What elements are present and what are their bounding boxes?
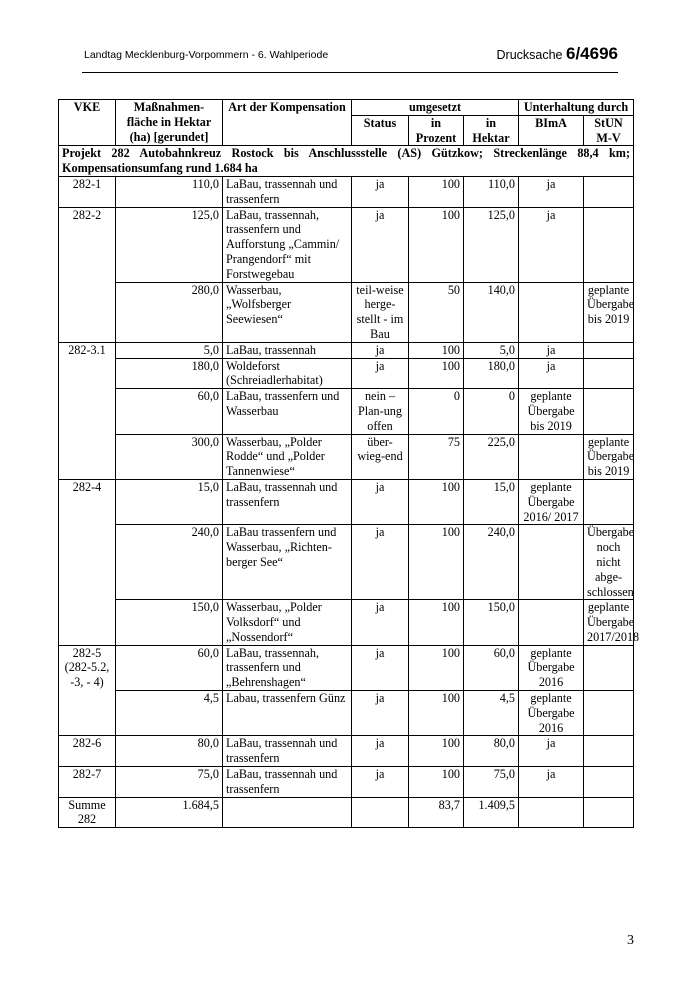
cell-type: LaBau, trassennah und trassenfern bbox=[223, 736, 352, 767]
cell-stun bbox=[584, 176, 634, 207]
cell-status: ja bbox=[352, 525, 409, 600]
cell-percent: 100 bbox=[409, 736, 464, 767]
col-header-hectare: in Hektar bbox=[464, 115, 519, 146]
table-row bbox=[59, 767, 634, 798]
cell-bima: ja bbox=[519, 767, 584, 798]
cell-stun bbox=[584, 358, 634, 389]
cell-percent: 100 bbox=[409, 342, 464, 358]
cell-area: 180,0 bbox=[116, 358, 223, 389]
page-header bbox=[82, 36, 618, 73]
col-header-type: Art der Kompensation bbox=[223, 100, 352, 146]
cell-stun bbox=[584, 767, 634, 798]
cell-status: ja bbox=[352, 176, 409, 207]
col-header-maintenance: Unterhaltung durch bbox=[519, 100, 634, 116]
project-title-row: Projekt 282 Autobahnkreuz Rostock bis Anschlussstelle (AS) Gützkow; Streckenlänge 88,4 km; Kompensationsumfang rund 1.684 ha bbox=[59, 146, 634, 177]
table-row bbox=[59, 434, 634, 479]
table-row bbox=[59, 207, 634, 282]
cell-status: ja bbox=[352, 600, 409, 645]
cell-area: 150,0 bbox=[116, 600, 223, 645]
cell-type: LaBau, trassenfern und Wasserbau bbox=[223, 389, 352, 434]
cell-hectare: 80,0 bbox=[464, 736, 519, 767]
cell-sum-percent: 83,7 bbox=[409, 797, 464, 828]
cell-area: 15,0 bbox=[116, 479, 223, 524]
cell-status: ja bbox=[352, 691, 409, 736]
cell-area: 110,0 bbox=[116, 176, 223, 207]
cell-status: ja bbox=[352, 342, 409, 358]
cell-stun bbox=[584, 736, 634, 767]
cell-empty bbox=[223, 797, 352, 828]
cell-status: ja bbox=[352, 767, 409, 798]
cell-stun bbox=[584, 342, 634, 358]
cell-sum-label: Summe 282 bbox=[59, 797, 116, 828]
header-doc-number: 6/4696 bbox=[566, 44, 618, 63]
cell-hectare: 150,0 bbox=[464, 600, 519, 645]
cell-percent: 100 bbox=[409, 176, 464, 207]
cell-percent: 100 bbox=[409, 525, 464, 600]
cell-bima bbox=[519, 434, 584, 479]
cell-stun: geplante Übergabe 2017/2018 bbox=[584, 600, 634, 645]
cell-bima bbox=[519, 525, 584, 600]
cell-bima: geplante Übergabe 2016/ 2017 bbox=[519, 479, 584, 524]
cell-vke: 282-3.1 bbox=[59, 342, 116, 479]
cell-percent: 50 bbox=[409, 282, 464, 342]
table-row bbox=[59, 645, 634, 690]
cell-status: ja bbox=[352, 645, 409, 690]
cell-percent: 0 bbox=[409, 389, 464, 434]
table-row bbox=[59, 342, 634, 358]
cell-stun: geplante Übergabe bis 2019 bbox=[584, 434, 634, 479]
cell-vke: 282-4 bbox=[59, 479, 116, 645]
cell-status: ja bbox=[352, 479, 409, 524]
cell-empty bbox=[519, 797, 584, 828]
cell-status: über-wieg-end bbox=[352, 434, 409, 479]
cell-type: Woldeforst (Schreiadlerhabitat) bbox=[223, 358, 352, 389]
cell-status: teil-weise herge-stellt - im Bau bbox=[352, 282, 409, 342]
cell-percent: 100 bbox=[409, 358, 464, 389]
cell-bima: geplante Übergabe bis 2019 bbox=[519, 389, 584, 434]
cell-area: 60,0 bbox=[116, 389, 223, 434]
cell-hectare: 140,0 bbox=[464, 282, 519, 342]
cell-stun: Übergabe noch nicht abge-schlossen bbox=[584, 525, 634, 600]
table-row bbox=[59, 691, 634, 736]
cell-bima: ja bbox=[519, 207, 584, 282]
cell-hectare: 240,0 bbox=[464, 525, 519, 600]
cell-hectare: 225,0 bbox=[464, 434, 519, 479]
sum-row bbox=[59, 797, 634, 828]
table-row bbox=[59, 600, 634, 645]
cell-percent: 75 bbox=[409, 434, 464, 479]
cell-type: LaBau, trassennah bbox=[223, 342, 352, 358]
page-number: 3 bbox=[627, 933, 634, 948]
col-header-vke: VKE bbox=[59, 100, 116, 146]
col-header-implemented: umgesetzt bbox=[352, 100, 519, 116]
table-row bbox=[59, 479, 634, 524]
cell-type: Wasserbau, „Wolfsberger Seewiesen“ bbox=[223, 282, 352, 342]
cell-type: LaBau, trassennah und trassenfern bbox=[223, 176, 352, 207]
cell-stun bbox=[584, 207, 634, 282]
table-row bbox=[59, 282, 634, 342]
cell-percent: 100 bbox=[409, 479, 464, 524]
col-header-stun: StUN M-V bbox=[584, 115, 634, 146]
cell-area: 4,5 bbox=[116, 691, 223, 736]
cell-type: LaBau, trassennah und trassenfern bbox=[223, 767, 352, 798]
cell-bima: ja bbox=[519, 176, 584, 207]
cell-bima: geplante Übergabe 2016 bbox=[519, 645, 584, 690]
cell-stun bbox=[584, 389, 634, 434]
cell-bima bbox=[519, 600, 584, 645]
cell-percent: 100 bbox=[409, 600, 464, 645]
cell-status: ja bbox=[352, 358, 409, 389]
cell-bima: ja bbox=[519, 342, 584, 358]
cell-vke: 282-7 bbox=[59, 767, 116, 798]
cell-sum-area: 1.684,5 bbox=[116, 797, 223, 828]
cell-empty bbox=[584, 797, 634, 828]
cell-area: 5,0 bbox=[116, 342, 223, 358]
cell-percent: 100 bbox=[409, 767, 464, 798]
cell-sum-hectare: 1.409,5 bbox=[464, 797, 519, 828]
cell-stun: geplante Übergabe bis 2019 bbox=[584, 282, 634, 342]
cell-hectare: 125,0 bbox=[464, 207, 519, 282]
cell-type: LaBau trassenfern und Wasserbau, „Richten-berger See“ bbox=[223, 525, 352, 600]
cell-bima: geplante Übergabe 2016 bbox=[519, 691, 584, 736]
cell-stun bbox=[584, 645, 634, 690]
cell-bima bbox=[519, 282, 584, 342]
cell-type: Labau, trassenfern Günz bbox=[223, 691, 352, 736]
cell-area: 300,0 bbox=[116, 434, 223, 479]
cell-percent: 100 bbox=[409, 645, 464, 690]
cell-percent: 100 bbox=[409, 207, 464, 282]
col-header-percent: in Prozent bbox=[409, 115, 464, 146]
cell-hectare: 5,0 bbox=[464, 342, 519, 358]
cell-empty bbox=[352, 797, 409, 828]
cell-percent: 100 bbox=[409, 691, 464, 736]
cell-type: LaBau, trassennah und trassenfern bbox=[223, 479, 352, 524]
cell-status: ja bbox=[352, 207, 409, 282]
cell-vke: 282-2 bbox=[59, 207, 116, 342]
cell-hectare: 0 bbox=[464, 389, 519, 434]
cell-hectare: 15,0 bbox=[464, 479, 519, 524]
cell-area: 80,0 bbox=[116, 736, 223, 767]
cell-area: 75,0 bbox=[116, 767, 223, 798]
col-header-bima: BImA bbox=[519, 115, 584, 146]
table-row bbox=[59, 525, 634, 600]
cell-hectare: 110,0 bbox=[464, 176, 519, 207]
cell-hectare: 180,0 bbox=[464, 358, 519, 389]
cell-area: 125,0 bbox=[116, 207, 223, 282]
header-parliament-title: Landtag Mecklenburg-Vorpommern - 6. Wahlperiode bbox=[84, 49, 329, 61]
cell-vke: 282-6 bbox=[59, 736, 116, 767]
cell-bima: ja bbox=[519, 358, 584, 389]
cell-hectare: 60,0 bbox=[464, 645, 519, 690]
cell-stun bbox=[584, 691, 634, 736]
cell-area: 60,0 bbox=[116, 645, 223, 690]
header-doc-prefix: Drucksache bbox=[496, 48, 566, 62]
table-row bbox=[59, 176, 634, 207]
cell-status: nein – Plan-ung offen bbox=[352, 389, 409, 434]
cell-hectare: 75,0 bbox=[464, 767, 519, 798]
table-row bbox=[59, 736, 634, 767]
cell-vke: 282-1 bbox=[59, 176, 116, 207]
table-row bbox=[59, 358, 634, 389]
cell-hectare: 4,5 bbox=[464, 691, 519, 736]
col-header-status: Status bbox=[352, 115, 409, 146]
cell-area: 280,0 bbox=[116, 282, 223, 342]
compensation-table bbox=[58, 99, 640, 828]
cell-type: Wasserbau, „Polder Volksdorf“ und „Nossendorf“ bbox=[223, 600, 352, 645]
cell-status: ja bbox=[352, 736, 409, 767]
cell-type: LaBau, trassennah, trassenfern und „Behrenshagen“ bbox=[223, 645, 352, 690]
header-document-number bbox=[497, 44, 618, 64]
col-header-area: Maßnahmen-fläche in Hektar (ha) [gerundet] bbox=[116, 100, 223, 146]
table-row bbox=[59, 389, 634, 434]
cell-stun bbox=[584, 479, 634, 524]
cell-type: Wasserbau, „Polder Rodde“ und „Polder Tannenwiese“ bbox=[223, 434, 352, 479]
cell-vke: 282-5 (282-5.2, -3, - 4) bbox=[59, 645, 116, 736]
cell-area: 240,0 bbox=[116, 525, 223, 600]
cell-bima: ja bbox=[519, 736, 584, 767]
cell-type: LaBau, trassennah, trassenfern und Aufforstung „Cammin/ Prangendorf“ mit Forstwegebau bbox=[223, 207, 352, 282]
